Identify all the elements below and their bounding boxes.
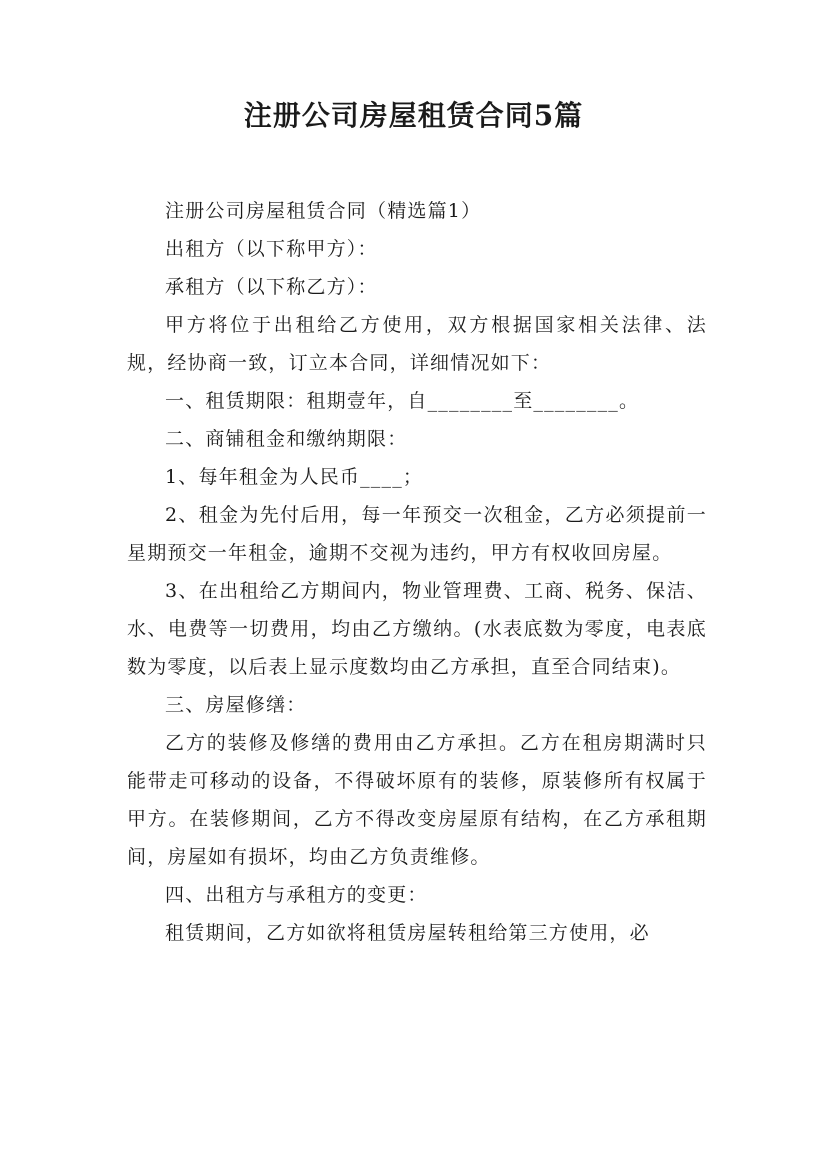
document-title: 注册公司房屋租赁合同5篇 (243, 99, 584, 132)
clause-term: 一、租赁期限：租期壹年，自________至________。 (165, 390, 640, 412)
clause-rent-3: 3、在出租给乙方期间内，物业管理费、工商、税务、保洁、水、电费等一切费用，均由乙方缴纳。(水表底数为零度，电表底数为零度，以后表上显示度数均由乙方承担，直至合同结束)。 (127, 580, 707, 678)
intro-paragraph: 甲方将位于出租给乙方使用，双方根据国家相关法律、法规，经协商一致，订立本合同，详细情况如下： (127, 314, 707, 374)
clause-rent-2: 2、租金为先付后用，每一年预交一次租金，乙方必须提前一星期预交一年租金，逾期不交视为违约，甲方有权收回房屋。 (127, 504, 707, 564)
clause-repair-text: 乙方的装修及修缮的费用由乙方承担。乙方在租房期满时只能带走可移动的设备，不得破坏原有的装修，原装修所有权属于甲方。在装修期间，乙方不得改变房屋原有结构，在乙方承租期间，房屋如有损坏，均由乙方负责维修。 (127, 732, 707, 868)
clause-change-text: 租赁期间，乙方如欲将租赁房屋转租给第三方使用，必 (165, 922, 650, 944)
document-body (127, 192, 707, 952)
clause-rent-heading: 二、商铺租金和缴纳期限： (165, 428, 408, 450)
clause-repair-heading: 三、房屋修缮： (165, 694, 307, 716)
clause-change-heading: 四、出租方与承租方的变更： (165, 884, 428, 906)
lessee-line: 承租方（以下称乙方）： (165, 276, 378, 298)
lessor-line: 出租方（以下称甲方）： (165, 238, 378, 260)
clause-rent-1: 1、每年租金为人民币____； (165, 466, 424, 488)
section-heading: 注册公司房屋租赁合同（精选篇1） (165, 200, 482, 222)
